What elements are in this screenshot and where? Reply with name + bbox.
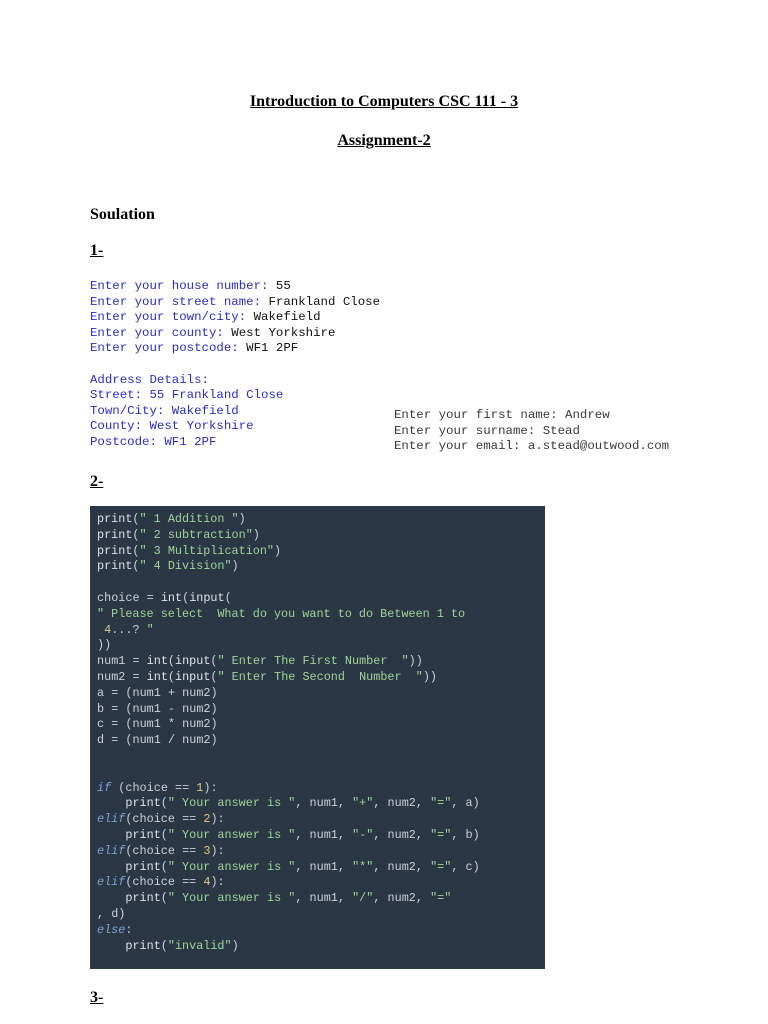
code-line: num2 = int(input(" Enter The Second Number ")) <box>97 669 437 684</box>
console-output-2 <box>394 408 669 455</box>
code-line: )) <box>97 638 112 653</box>
code-line: elif(choice == 4): <box>97 875 225 890</box>
code-screenshot <box>90 506 545 969</box>
console-output-2-text <box>394 408 669 455</box>
code-line <box>97 575 480 591</box>
code-line: else: <box>97 922 133 937</box>
code-line: num1 = int(input(" Enter The First Number ")) <box>97 654 423 669</box>
code-line <box>97 749 480 765</box>
question-2-label: 2- <box>90 473 104 490</box>
code-line: " Please select What do you want to do Between 1 to <box>97 606 466 621</box>
code-line: 4...? " <box>104 622 154 637</box>
code-line: print(" Your answer is ", num1, "+", num2, "=", a) <box>125 796 480 811</box>
console-line: Enter your first name: Andrew <box>394 408 610 422</box>
code-line: if (choice == 1): <box>97 780 218 795</box>
code-line: b = (num1 - num2) <box>97 701 218 716</box>
code-line: print(" 3 Multiplication") <box>97 543 282 558</box>
code-line: print(" Your answer is ", num1, "*", num2, "=", c) <box>125 859 480 874</box>
console-line: Enter your postcode: WF1 2PF <box>90 341 299 356</box>
console-line: Enter your town/city: Wakefield <box>90 310 321 325</box>
console-output-1 <box>90 279 380 451</box>
code-listing <box>97 512 480 954</box>
console-output-1-text <box>90 279 380 451</box>
code-line: elif(choice == 2): <box>97 812 225 827</box>
console-line: Address Details: <box>90 372 209 387</box>
code-line: print(" Your answer is ", num1, "-", num2, "=", b) <box>125 827 480 842</box>
code-line: choice = int(input( <box>97 590 232 605</box>
code-line: a = (num1 + num2) <box>97 685 218 700</box>
console-line: Postcode: WF1 2PF <box>90 434 217 449</box>
code-line: print(" 4 Division") <box>97 559 239 574</box>
console-line: Enter your house number: 55 <box>90 279 291 293</box>
code-line: print(" 2 subtraction") <box>97 527 260 542</box>
document-title: Introduction to Computers CSC 111 - 3 <box>249 93 519 110</box>
document-subtitle: Assignment-2 <box>337 132 431 149</box>
code-line: elif(choice == 3): <box>97 843 225 858</box>
console-line: County: West Yorkshire <box>90 419 254 434</box>
code-line: d = (num1 / num2) <box>97 733 218 748</box>
section-heading: Soulation <box>90 206 155 223</box>
console-blank-line <box>90 357 380 373</box>
question-3-label: 3- <box>90 989 104 1006</box>
console-line: Enter your street name: Frankland Close <box>90 294 381 309</box>
code-line: print(" Your answer is ", num1, "/", num2, "=" <box>125 891 452 906</box>
code-line <box>97 765 480 781</box>
console-line: Enter your surname: Stead <box>394 423 580 438</box>
console-line: Enter your county: West Yorkshire <box>90 325 336 340</box>
code-line: c = (num1 * num2) <box>97 717 218 732</box>
console-line: Town/City: Wakefield <box>90 403 239 418</box>
code-line: , d) <box>97 906 126 921</box>
console-line: Street: 55 Frankland Close <box>90 388 284 403</box>
code-line: print("invalid") <box>125 938 239 953</box>
question-1-label: 1- <box>90 242 104 259</box>
console-line: Enter your email: a.stead@outwood.com <box>394 439 670 454</box>
code-line: print(" 1 Addition ") <box>97 512 246 526</box>
